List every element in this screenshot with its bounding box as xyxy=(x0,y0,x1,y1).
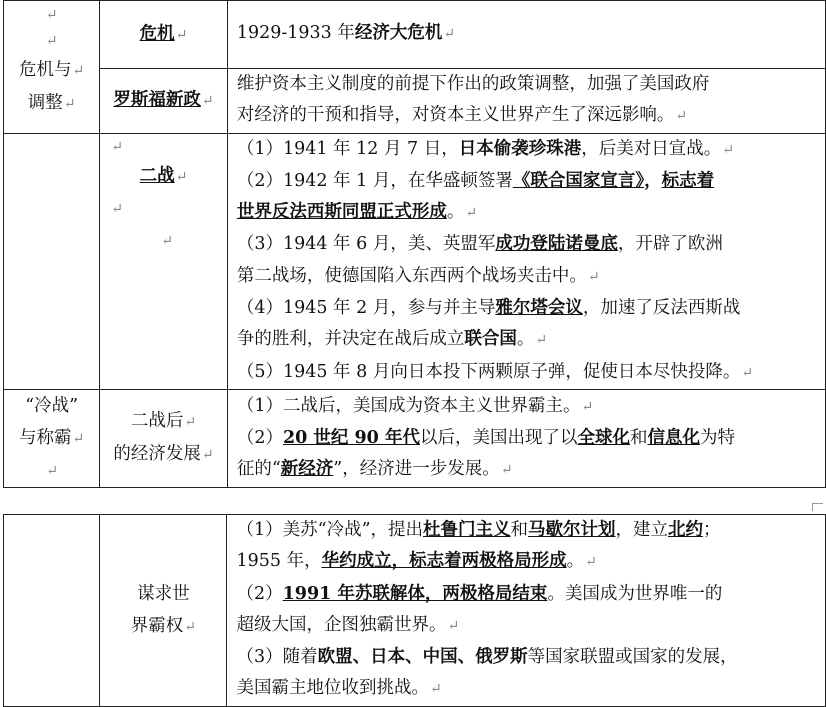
text-run: 1955 年， xyxy=(236,551,322,572)
crisis-name: 经济大危机 xyxy=(354,23,443,44)
text-run: 1991 年苏联解体，两极格局结束 xyxy=(282,583,548,604)
ww2-item-4 xyxy=(237,293,825,324)
new-deal-label: 罗斯福新政 xyxy=(113,90,201,111)
postwar-item-1 xyxy=(237,391,825,423)
text-run: 等国家联盟或国家的发展， xyxy=(527,647,738,668)
era-crisis-adjustment-cell xyxy=(4,1,100,134)
paragraph-mark: ↵ xyxy=(184,414,197,431)
postwar-text-cell xyxy=(227,389,825,487)
text-run: 杜鲁门主义 xyxy=(423,520,511,540)
text-run: ，开辟了欧洲 xyxy=(617,234,723,255)
hegemony-item-3-cont xyxy=(236,673,825,705)
text-run: 第二战场，使德国陷入东西两个战场夹击中。 xyxy=(236,265,587,286)
text-run: 和 xyxy=(629,427,648,448)
text-run: 美国霸主地位收到挑战。 xyxy=(236,678,429,699)
postwar-item-2-cont xyxy=(237,454,825,486)
text-run: 以后，美国出现了以 xyxy=(419,427,578,448)
postwar-label: 二战后 xyxy=(130,411,184,432)
ww2-item-2 xyxy=(237,166,825,197)
era-label: 调整 xyxy=(27,92,63,113)
ww2-label-cell xyxy=(100,133,228,389)
hegemony-text-cell xyxy=(227,515,826,707)
paragraph-mark: ↵ xyxy=(45,6,58,23)
paragraph-mark: ↵ xyxy=(175,168,188,185)
text-run: 联合国 xyxy=(464,329,517,350)
text-run: 信息化 xyxy=(647,427,700,448)
text-run: 新经济 xyxy=(280,459,334,480)
ww2-item-5 xyxy=(237,357,825,389)
text-run: 征的“ xyxy=(236,459,281,480)
text-run: 《联合国家宣言》 xyxy=(512,170,645,191)
postwar-label-cell xyxy=(100,389,228,487)
text-run: （2） xyxy=(236,427,283,448)
paragraph-mark: ↵ xyxy=(63,95,76,112)
text-run: 马歇尔计划 xyxy=(528,520,616,540)
new-deal-label-cell xyxy=(100,69,228,134)
paragraph-mark: ↵ xyxy=(201,447,214,464)
paragraph-mark: ↵ xyxy=(722,141,734,158)
paragraph-mark: ↵ xyxy=(175,27,188,43)
page-corner-marker xyxy=(812,503,823,511)
usa-history-table-2 xyxy=(3,514,826,707)
text-run: （1）二战后，美国成为资本主义世界霸主。 xyxy=(236,395,581,416)
hegemony-label: 界霸权 xyxy=(130,615,184,636)
paragraph-mark: ↵ xyxy=(201,93,214,110)
ww2-item-3-cont xyxy=(237,261,825,293)
text-run: ”，经济进一步发展。 xyxy=(333,459,500,480)
text-run: 超级大国，企图独霸世界。 xyxy=(236,614,447,635)
paragraph-mark: ↵ xyxy=(184,618,197,635)
text-run: 成功登陆诺曼底 xyxy=(495,234,618,255)
text-run: 欧盟、日本、中国、俄罗斯 xyxy=(317,647,528,668)
text-run: （3）随着 xyxy=(236,647,318,668)
paragraph-mark: ↵ xyxy=(72,430,85,447)
paragraph-mark: ↵ xyxy=(675,108,688,125)
cold-war-era-cell xyxy=(4,389,100,487)
text-run: ，建立 xyxy=(615,520,669,540)
text-run: （5）1945 年 8 月向日本投下两颗原子弹，促使日本尽快投降。 xyxy=(236,361,741,382)
crisis-label-cell xyxy=(100,1,228,69)
ww2-item-2-cont xyxy=(237,197,825,229)
cold-war-label: 与称霸 xyxy=(18,427,72,448)
ww2-item-1 xyxy=(237,134,825,166)
text-run: ，加速了反法西斯战 xyxy=(582,298,741,319)
text-run: ， xyxy=(644,170,662,191)
hegemony-era-cell xyxy=(4,515,100,707)
new-deal-text-cell xyxy=(227,69,825,134)
paragraph-mark: ↵ xyxy=(72,62,85,79)
era-label: 危机与 xyxy=(18,59,72,80)
paragraph-mark: ↵ xyxy=(447,617,460,634)
text-run: （3）1944 年 6 月，美、英盟军 xyxy=(236,234,496,255)
text-run: 标志着 xyxy=(661,170,715,191)
crisis-years: 1929-1933 年 xyxy=(236,23,355,44)
hegemony-label-cell xyxy=(100,515,227,707)
text-run: 为特 xyxy=(699,427,735,448)
text-run: 争的胜利，并决定在战后成立 xyxy=(236,329,465,350)
hegemony-item-2 xyxy=(236,579,825,610)
hegemony-item-3 xyxy=(236,642,825,673)
crisis-label: 危机 xyxy=(139,24,175,44)
paragraph-mark: ↵ xyxy=(465,205,478,222)
text-run: 和 xyxy=(510,520,529,540)
new-deal-line: 维护资本主义制度的前提下作出的政策调整，加强了美国政府 xyxy=(236,74,710,94)
ww2-era-cell xyxy=(4,133,100,389)
paragraph-mark: ↵ xyxy=(581,398,594,415)
text-run: （4）1945 年 2 月，参与并主导 xyxy=(236,298,496,319)
text-run: ，后美对日宣战。 xyxy=(581,138,722,159)
ww2-label: 二战 xyxy=(139,165,175,186)
ww2-text-cell xyxy=(227,133,825,389)
postwar-item-2 xyxy=(237,423,825,454)
paragraph-mark: ↵ xyxy=(46,462,58,479)
text-run: 。美国成为世界唯一的 xyxy=(547,583,723,604)
paragraph-mark: ↵ xyxy=(500,462,513,479)
text-run: 20 世纪 90 年代 xyxy=(282,427,420,448)
paragraph-mark: ↵ xyxy=(45,32,58,49)
paragraph-mark: ↵ xyxy=(429,681,442,698)
text-run: （1）美苏“冷战”，提出 xyxy=(236,520,424,540)
text-run: 雅尔塔会议 xyxy=(495,298,583,319)
paragraph-mark: ↵ xyxy=(111,200,123,217)
paragraph-mark: ↵ xyxy=(585,554,597,571)
text-run: 世界反法西斯同盟正式形成 xyxy=(236,202,447,223)
text-run: （2）1942 年 1 月，在华盛顿签署 xyxy=(236,170,513,191)
new-deal-line: 对经济的干预和指导，对资本主义世界产生了深远影响。 xyxy=(236,105,675,126)
ww2-item-4-cont xyxy=(237,324,825,356)
paragraph-mark: ↵ xyxy=(443,26,456,43)
text-run: 。 xyxy=(516,329,535,350)
text-run: 。 xyxy=(446,202,465,223)
text-run: 全球化 xyxy=(577,427,630,448)
hegemony-item-2-cont xyxy=(236,610,825,642)
crisis-text-cell xyxy=(227,1,825,69)
cold-war-label: “冷战” xyxy=(25,395,79,416)
hegemony-item-1-cont xyxy=(236,546,825,578)
ww2-item-3 xyxy=(237,229,825,260)
text-run: ； xyxy=(703,520,721,540)
paragraph-mark: ↵ xyxy=(535,332,548,349)
paragraph-mark: ↵ xyxy=(111,138,123,155)
postwar-label: 的经济发展 xyxy=(113,444,201,465)
usa-history-table-1 xyxy=(3,0,826,488)
text-run: 华约成立，标志着两极格局形成 xyxy=(321,551,567,572)
text-run: （1）1941 年 12 月 7 日， xyxy=(236,138,459,159)
paragraph-mark: ↵ xyxy=(161,232,173,249)
paragraph-mark: ↵ xyxy=(741,364,754,381)
text-run: 日本偷袭珍珠港 xyxy=(458,138,582,159)
text-run: （2） xyxy=(236,583,283,604)
hegemony-label: 谋求世 xyxy=(137,583,190,604)
text-run: 。 xyxy=(566,551,585,572)
paragraph-mark: ↵ xyxy=(587,268,600,285)
text-run: 北约 xyxy=(668,520,704,540)
hegemony-item-1 xyxy=(236,515,825,546)
